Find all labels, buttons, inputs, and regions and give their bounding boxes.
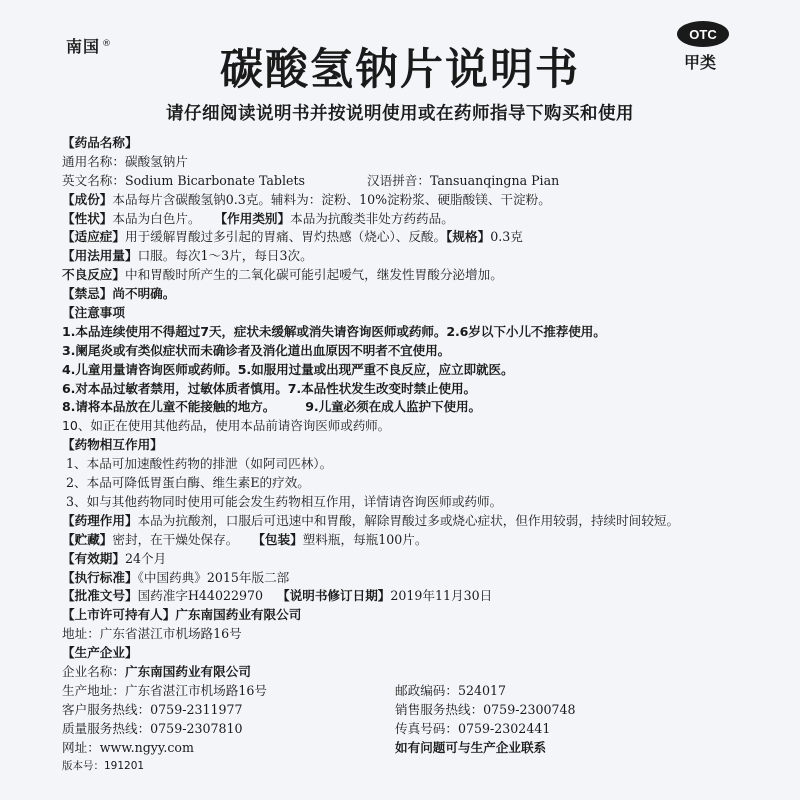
english-name: 英文名称：Sodium Bicarbonate Tablets <box>62 172 305 188</box>
precaution-line: 4.儿童用量请咨询医师或药师。5.如服用过量或出现严重不良反应，应立即就医。 <box>62 361 514 377</box>
license-holder-address: 地址：广东省湛江市机场路16号 <box>62 626 242 642</box>
storage-package-row: 【贮藏】密封，在干燥处保存。 【包装】塑料瓶，每瓶100片。 <box>62 531 428 547</box>
properties-category-row: 【性状】本品为白色片。 【作用类别】本品为抗酸类非处方药药品。 <box>62 210 454 226</box>
manufacturer-heading: 【生产企业】 <box>62 645 138 661</box>
precautions-heading: 【注意事项 <box>62 305 125 321</box>
generic-name: 通用名称：碳酸氢钠片 <box>62 153 188 169</box>
page-title: 碳酸氢钠片说明书 <box>220 45 580 95</box>
pharmacology: 【药理作用】本品为抗酸剂，口服后可迅速中和胃酸，解除胃酸过多或烧心症状，但作用较弱，持续时间较短。 <box>62 512 680 528</box>
interaction-line: 3、如与其他药物同时使用可能会发生药物相互作用，详情请咨询医师或药师。 <box>66 493 503 509</box>
leaflet-body <box>62 134 762 775</box>
dosage: 【用法用量】口服。每次1～3片，每日3次。 <box>62 248 313 264</box>
precaution-line: 1.本品连续使用不得超过7天，症状未缓解或消失请咨询医师或药师。2.6岁以下小儿不推荐使用。 <box>62 323 606 339</box>
composition: 【成份】本品每片含碳酸氢钠0.3克。辅料为：淀粉、10%淀粉浆、硬脂酸镁、干淀粉。 <box>62 191 551 207</box>
otc-badge: OTC <box>677 21 729 47</box>
manufacturer-row: 生产地址：广东省湛江市机场路16号 邮政编码：524017 <box>62 682 507 698</box>
interaction-line: 1、本品可加速酸性药物的排泄（如阿司匹林）。 <box>66 456 333 472</box>
manufacturer-row: 客户服务热线：0759-2311977 销售服务热线：0759-2300748 <box>62 701 576 717</box>
license-holder: 【上市许可持有人】广东南国药业有限公司 <box>62 607 302 623</box>
english-pinyin-row <box>62 172 762 191</box>
interactions-heading: 【药物相互作用】 <box>62 437 163 453</box>
brand-logo: 南国 ® <box>66 37 113 56</box>
precaution-line: 6.对本品过敏者禁用，过敏体质者慎用。7.本品性状发生改变时禁止使用。 <box>62 380 477 396</box>
version-number: 版本号：191201 <box>62 760 145 773</box>
page-subtitle: 请仔细阅读说明书并按说明使用或在药师指导下购买和使用 <box>166 104 634 124</box>
otc-class-label: 甲类 <box>684 53 717 72</box>
approval-revision-row: 【批准文号】国药准字H44022970 【说明书修订日期】2019年11月30日 <box>62 588 493 604</box>
interaction-line: 2、本品可降低胃蛋白酶、维生素E的疗效。 <box>66 475 310 491</box>
indications-spec-row: 【适应症】用于缓解胃酸过多引起的胃痛、胃灼热感（烧心）、反酸。【规格】0.3克 <box>62 229 523 245</box>
contraindications: 【禁忌】尚不明确。 <box>62 286 176 302</box>
precaution-line: 10、如正在使用其他药品，使用本品前请咨询医师或药师。 <box>62 418 391 434</box>
adverse-reactions: 不良反应】中和胃酸时所产生的二氧化碳可能引起嗳气，继发性胃酸分泌增加。 <box>62 267 503 283</box>
precaution-line: 3.阑尾炎或有类似症状而未确诊者及消化道出血原因不明者不宜使用。 <box>62 342 451 358</box>
pinyin-name: 汉语拼音：Tansuanqingna Pian <box>367 172 560 188</box>
validity: 【有效期】24个月 <box>62 550 167 566</box>
manufacturer-row: 网址：www.ngyy.com 如有问题可与生产企业联系 <box>62 739 547 755</box>
standard: 【执行标准】《中国药典》2015年版二部 <box>62 569 290 585</box>
drug-name-section: 【药品名称】 <box>62 135 138 150</box>
manufacturer-row: 质量服务热线：0759-2307810 传真号码：0759-2302441 <box>62 720 551 736</box>
manufacturer-name: 企业名称：广东南国药业有限公司 <box>62 663 251 679</box>
precaution-line: 8.请将本品放在儿童不能接触的地方。 9.儿童必须在成人监护下使用。 <box>62 399 482 415</box>
